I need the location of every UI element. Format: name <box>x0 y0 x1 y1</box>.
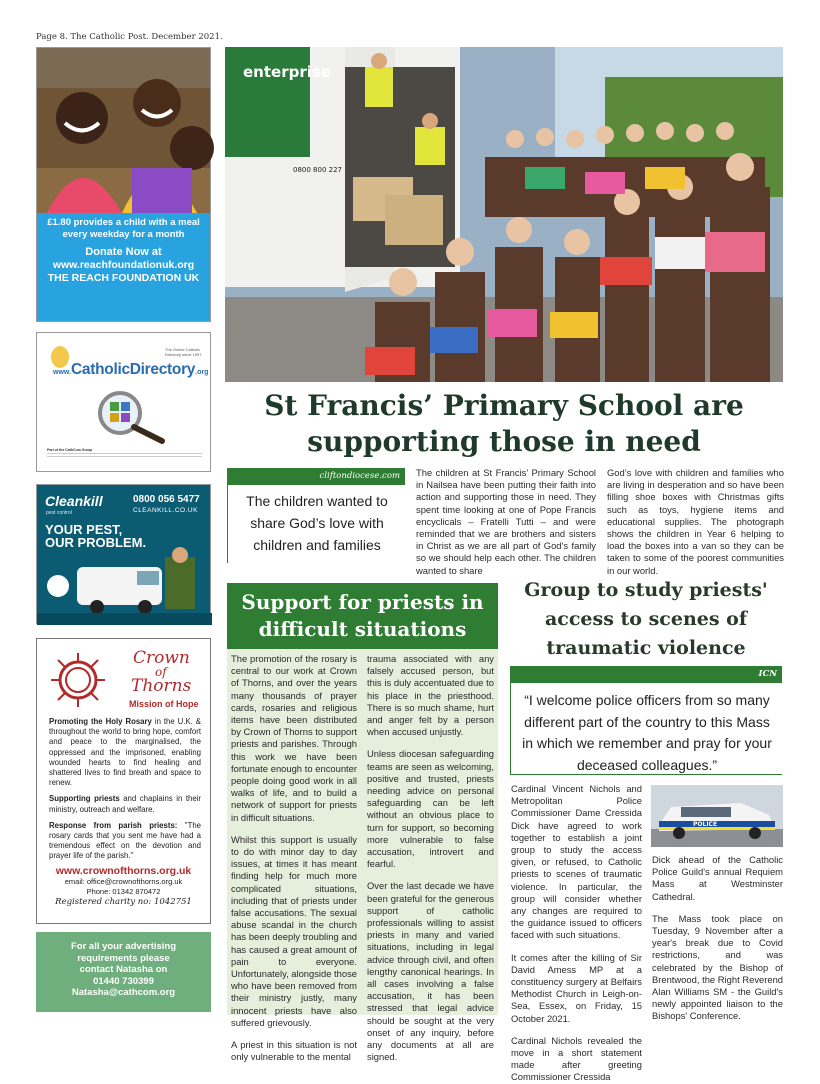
directory-logo-prefix: www. <box>53 369 72 376</box>
directory-fineprint: Part of the CathCom Group <box>47 448 93 452</box>
icn-col1-p2: It comes after the killing of Sir David Amess MP at a constituency surgery at Belfairs Methodist Church in Leigh-on-Sea, Essex, on Friday, 15 October 2021. <box>511 951 642 1024</box>
crown-of-thorns-ad[interactable] <box>36 638 211 924</box>
crown-charity: Registered charity no: 1042751 <box>55 897 192 907</box>
catholic-directory-ad[interactable] <box>36 332 211 472</box>
cleankill-phone[interactable]: 0800 056 5477 <box>133 494 200 505</box>
crown-title-line3: Thorns <box>131 676 192 696</box>
crown-email[interactable]: email: office@crownofthorns.org.uk <box>64 877 183 886</box>
cleankill-slogan-line1: YOUR PEST, <box>45 522 123 537</box>
icn-col1-p3: Cardinal Nichols revealed the move in a short statement made after greeting Commissioner Cressida <box>511 1034 642 1083</box>
magnifying-glass-icon <box>92 385 172 445</box>
police-car-label: POLICE <box>693 821 718 828</box>
van-brand: enterprise <box>243 63 331 81</box>
cleankill-ad[interactable] <box>36 484 211 624</box>
school-children-photo <box>225 47 783 382</box>
crown-subtitle: Mission of Hope <box>129 699 199 709</box>
priests-col2-p2: Unless diocesan safeguarding teams are seen as welcoming, positive and trusted, priests needing advice on personal safeguarding can be left without an obvious place to turn for support, so becoming more vulnerable to false accusation, introvert and fearful. <box>367 748 494 870</box>
cleankill-sub: pest control <box>46 510 72 516</box>
page-header: Page 8. The Catholic Post. December 2021. <box>36 32 223 42</box>
icn-source-bar: ICN <box>510 666 782 683</box>
icn-col1 <box>511 783 642 1084</box>
cleankill-brand: Cleankill <box>45 493 103 509</box>
priests-col1-p3: A priest in this situation is not only vulnerable to the mental <box>231 1039 357 1063</box>
priests-col2-p1: trauma associated with any falsely accused person, but this is duly accentuated due to his place in the priesthood. There is so much shame, hurt and anger felt by a person when accused unjustly. <box>367 653 494 738</box>
icn-col2-p1: Dick ahead of the Catholic Police Guild's annual Requiem Mass at Westminster Cathedral. <box>652 854 783 902</box>
crown-title-line2: of <box>155 665 167 679</box>
priests-headline-line2: difficult situations <box>258 617 467 641</box>
crown-url[interactable]: www.crownofthorns.org.uk <box>55 865 192 877</box>
main-headline-line2: supporting those in need <box>307 425 701 458</box>
advertising-email[interactable]: Natasha@cathcom.org <box>71 987 176 998</box>
priests-col2-p3: Over the last decade we have been grateful for the generous support of catholic professionals willing to assist priests in many and varied situations, including in legal advice through civil, and often lengthy canonical hearings. In all cases involving a false accusation, it has been stressed that legal advice should be sought at the very onset of any inquiry, before any documents at all are signed. <box>367 880 494 1063</box>
cleankill-slogan-line2: OUR PROBLEM. <box>45 535 147 550</box>
main-standfirst: The children wanted to share God’s love with children and families <box>246 493 388 553</box>
crown-phone[interactable]: Phone: 01342 870472 <box>86 886 161 896</box>
advertising-contact-ad[interactable] <box>36 932 211 1012</box>
cleankill-van-illustration <box>37 547 212 625</box>
icn-headline-line2: access to scenes of <box>544 608 748 630</box>
crown-of-thorns-icon <box>49 651 107 709</box>
children-photo <box>37 48 210 213</box>
police-car-photo <box>651 785 783 847</box>
icn-col2 <box>652 854 783 1023</box>
reach-url[interactable]: www.reachfoundationuk.org <box>52 259 195 271</box>
van-phone: 0800 800 227 <box>293 166 342 174</box>
directory-fineprint-rule <box>47 456 202 457</box>
icn-headline-line1: Group to study priests' <box>524 579 768 601</box>
crown-paragraph-3: Response from parish priests: "The rosary cards that you sent me have had a tremendous effect on the devotion and prayer life of the parish." <box>49 820 202 861</box>
priests-headline <box>227 583 498 649</box>
crown-paragraph-1: Promoting the Holy Rosary in the U.K. & throughout the world to bring hope, comfort and peace to the marginalised, the oppressed and the imprisoned, enabling wounded hearts to find healing and shattered lives to find breath and space to renew. <box>49 717 201 788</box>
crown-title-line1: Crown <box>133 648 190 668</box>
directory-tagline: The Online Catholic Directory since 1997 <box>165 347 202 357</box>
directory-logo-suffix: .org <box>195 369 209 376</box>
icn-col2-p2: The Mass took place on Tuesday, 9 November after a year's break due to Covid restrictions, and was celebrated by the Bishop of Brentwood, the Right Reverend Alan Williams SM - the Guild's newly appointed liaison to the Bishops' Conference. <box>652 912 783 1022</box>
reach-org-name: THE REACH FOUNDATION UK <box>47 272 200 284</box>
reach-donate-text: Donate Now at <box>85 246 162 258</box>
cleankill-site[interactable]: CLEANKILL.CO.UK <box>133 507 198 514</box>
priests-headline-line1: Support for priests in <box>241 590 484 614</box>
advertising-line-2: requirements please <box>77 952 170 964</box>
priests-col1 <box>231 653 357 1064</box>
main-headline-line1: St Francis’ Primary School are <box>264 389 744 422</box>
main-article-col2: God’s love with children and families who are living in desperation and so have been filling shoe boxes with Christmas gifts such as toys, hygiene items and educational supplies. The photograph shows the children in Year 6 helping to load the boxes into a van so they can be taken to some of the poorest communities in our world. <box>607 467 784 576</box>
advertising-line-3: contact Natasha on <box>79 964 168 975</box>
priests-col1-p1: The promotion of the rosary is central to our work at Crown of Thorns, and over the years many thousands of prayer cards, rosaries and religious items have been distributed by Crown of Thorns to support priests and parishes. Through this work we have been fortunate enough to encounter people doing good work in all walks of life, and to build a network of support for priests in difficult situations. <box>231 653 357 823</box>
main-source-bar: cliftondiocese.com <box>227 468 405 485</box>
icn-headline <box>510 576 782 663</box>
crown-paragraph-2: Supporting priests and chaplains in their ministry, outreach and welfare. <box>49 794 202 814</box>
icn-col1-p1: Cardinal Vincent Nichols and Metropolitan Police Commissioner Dame Cressida Dick have agreed to work together to establish a joint group to study the access given, or refused, to Catholic priests to scenes of traumatic violence. In particular, the group will consider whether any changes are required to the guidance issued to officers faced with such situations. <box>511 783 642 941</box>
reach-meal-text: £1.80 provides a child with a meal every weekday for a month <box>47 217 200 240</box>
main-article-col1: The children at St Francis’ Primary School in Nailsea have been putting their faith into action and supporting those in need. They spent time looking at one of Pope Francis encyclicals – Fratelli Tutti – and were reminded that we are brothers and sisters in Christ as we are all part of God’s family so we should help each other. The children wanted to share <box>416 467 596 576</box>
advertising-phone[interactable]: 01440 730399 <box>93 975 154 987</box>
priests-col2 <box>367 653 494 1064</box>
reach-foundation-ad[interactable] <box>36 47 211 322</box>
advertising-line-1: For all your advertising <box>70 941 177 952</box>
directory-fineprint-rule <box>47 453 202 454</box>
icn-pull-quote: “I welcome police officers from so many different part of the country to this Mass in which we remember and pray for your deceased colleagues.” <box>522 692 772 773</box>
icn-headline-line3: traumatic violence <box>546 637 746 659</box>
directory-logo: CatholicDirectory <box>71 361 196 378</box>
priests-col1-p2: Whilst this support is usually to do with minor day to day issues, at times it has meant finding help for much more complicated situations, including that of priests under false accusations. The sexual abuse scandal in the church has been deeply troubling and has caused a great amount of pain to everyone. Unfortunately, alongside those who have been removed from their ministry justly, many innocent priests have also suffered grievously. <box>231 833 357 1028</box>
